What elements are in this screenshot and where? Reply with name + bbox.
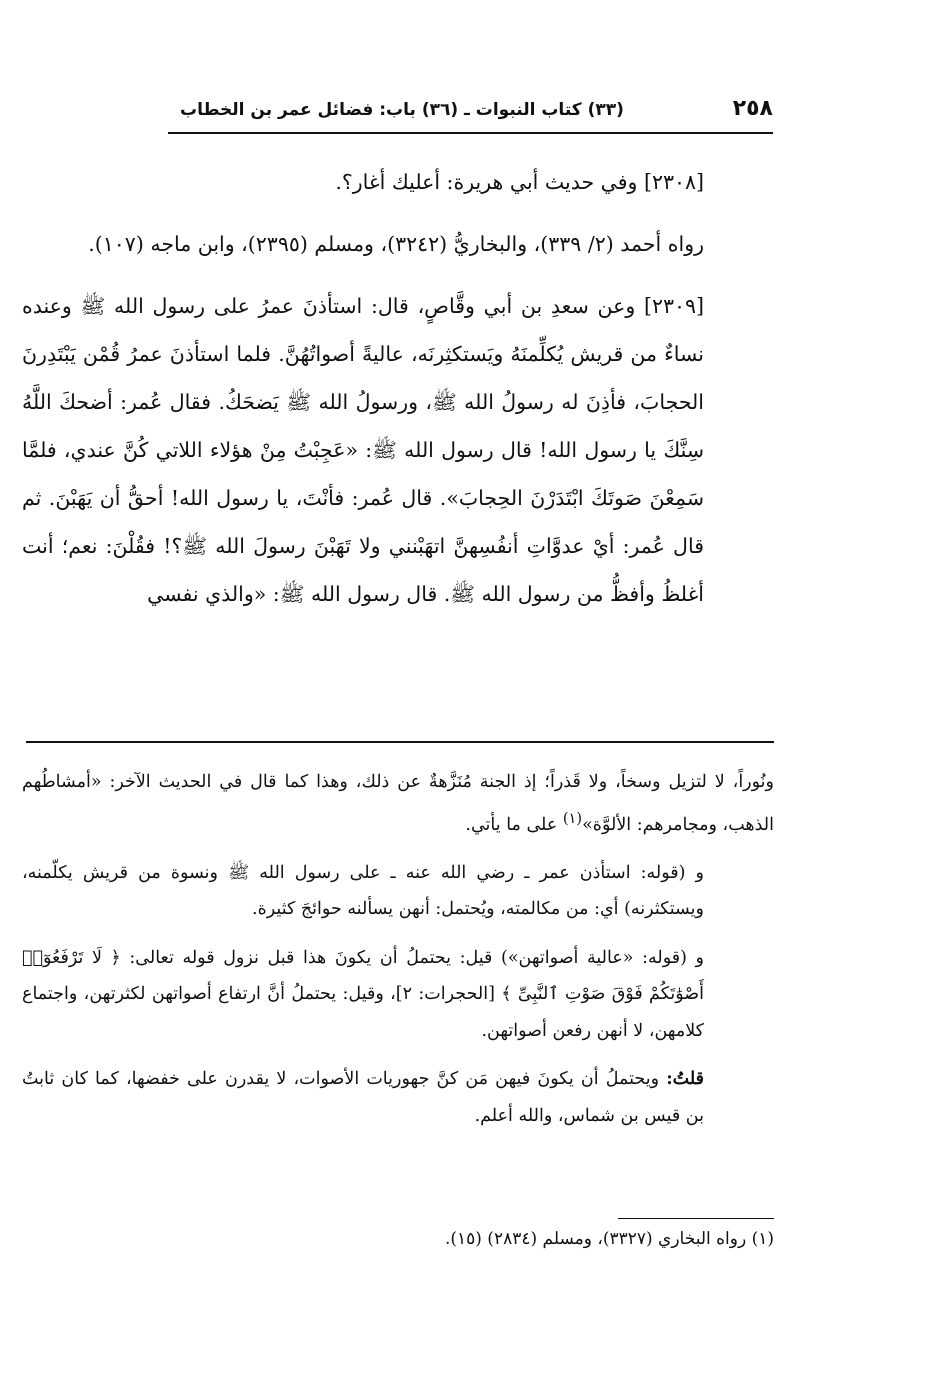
- commentary-paragraph-2: و (قوله: استأذن عمر ـ رضي الله عنه ـ على رسول الله ﷺ ونسوة من قريش يكلّمنه، ويستكثرنه) أي: من مكالمته، ويُحتمل: أنهن يسألنه حوائجَ كثيرة.: [22, 862, 704, 920]
- hadith-2308: [٢٣٠٨] وفي حديث أبي هريرة: أعليك أغار؟.: [335, 170, 704, 194]
- main-text: [22, 158, 774, 632]
- running-title: (٣٣) كتاب النبوات ـ (٣٦) باب: فضائل عمر بن الخطاب: [180, 100, 624, 120]
- takhrij-2308: رواه أحمد (٢/ ٣٣٩)، والبخاريُّ (٣٢٤٢)، ومسلم (٢٣٩٥)، وابن ماجه (١٠٧).: [88, 232, 704, 256]
- commentary-paragraph-3: و (قوله: «عالية أصواتهن») قيل: يحتملُ أن يكونَ هذا قبل نزول قوله تعالى: ﴿ لَا تَرْفَعُوٓا۟ أَصْوَٰتَكُمْ فَوْقَ صَوْتِ ٱلنَّبِىِّ ﴾ [الحجرات: ٢]، وقيل: يحتملُ أنَّ ارتفاع أصواتهن لكثرتهن، واجتماع كلامهن، لا أنهن رفعن أصواتهن.: [22, 947, 704, 1041]
- commentary-paragraph-1: [22, 764, 774, 843]
- page-header: [168, 96, 773, 134]
- page-number: ٢٥٨: [732, 96, 773, 121]
- footnote-marker: (١): [562, 809, 583, 827]
- commentary-paragraph-4-text: ويحتملُ أن يكونَ فيهن مَن كنَّ جهوريات الأصوات، لا يقدرن على خفضها، كما كان ثابتُ بن قيس بن شماس، والله أعلم.: [22, 1069, 704, 1126]
- footnote: (١) رواه البخاري (٣٣٢٧)، ومسلم (٢٨٣٤) (١٥).: [444, 1229, 774, 1249]
- commentary-paragraph-1-end: على ما يأتي.: [465, 814, 563, 835]
- hadith-2309: [٢٣٠٩] وعن سعدِ بن أبي وقَّاصٍ، قال: استأذنَ عمرُ على رسول الله ﷺ وعنده نساءٌ من قريش يُكلِّمنَهُ ويَستكثِرنَه، عاليةً أصواتُهُنَّ. فلما استأذنَ عمرُ قُمْن يَبْتَدِرنَ الحجابَ، فأذِنَ له رسولُ الله ﷺ، ورسولُ الله ﷺ يَضحَكُ. فقال عُمر: أضحكَ اللَّهُ سِنَّكَ يا رسول الله! قال رسول الله ﷺ: «عَجِبْتُ مِنْ هؤلاء اللاتي كُنَّ عندي، فلمَّا سَمِعْنَ صَوتَكَ ابْتَدَرْنَ الحِجابَ». قال عُمر: فأنْتَ، يا رسول الله! أحقُّ أن يَهَبْنَ. ثم قال عُمر: أيْ عدوَّاتِ أنفُسِهنَّ اتهَبْنني ولا تَهَبْنَ رسولَ الله ﷺ؟! فقُلْنَ: نعم؛ أنت أغلظُ وأفظُّ من رسول الله ﷺ. قال رسول الله ﷺ: «والذي نفسي: [22, 294, 704, 606]
- commentary: [22, 764, 774, 1146]
- footnote-divider: [618, 1218, 774, 1219]
- commentary-paragraph-1-text: ونُوراً، لا لتزيل وسخاً، ولا قَذراً؛ إذ الجنة مُنَزَّهةٌ عن ذلك، وهذا كما قال في الحديث الآخر: «أمشاطُهم الذهب، ومجامرهم: الألوَّة»: [22, 772, 774, 835]
- commentary-paragraph-4-lead: قلتُ:: [666, 1069, 704, 1090]
- commentary-divider: [26, 741, 774, 743]
- commentary-paragraph-4: [22, 1061, 774, 1134]
